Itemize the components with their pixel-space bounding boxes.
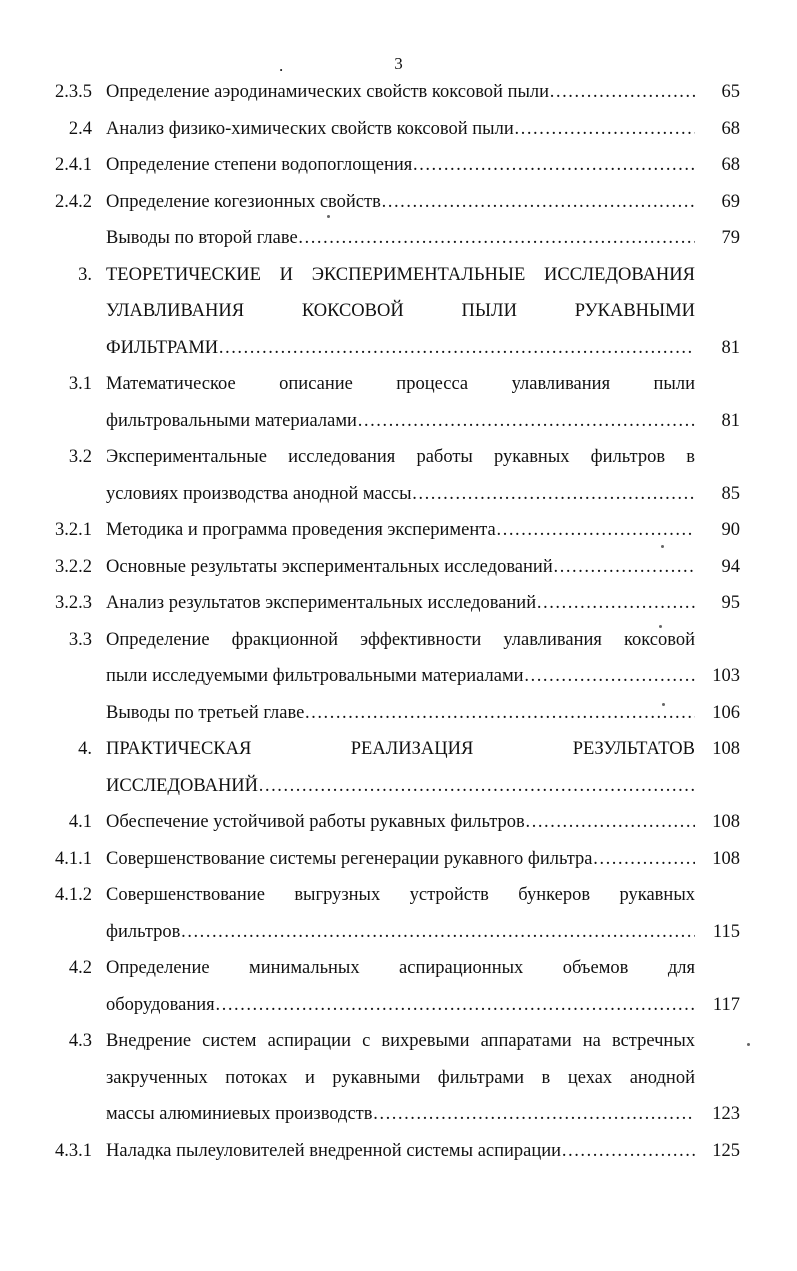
entry-number: 4.2 bbox=[68, 958, 92, 978]
entry-title: Выводы по третьей главе ……………………………………………………………………………………………………………………………………………………………………………………………… bbox=[106, 695, 695, 732]
toc-entry-4-3 bbox=[0, 1023, 797, 1133]
entry-page: 65 bbox=[721, 82, 740, 102]
toc-entry-4-1 bbox=[0, 804, 797, 841]
entry-page: 90 bbox=[721, 520, 740, 540]
entry-title-line-1: Внедрение систем аспирации с вихревыми аппаратами на встречных bbox=[106, 1031, 695, 1051]
scan-speck bbox=[327, 215, 330, 218]
entry-number: 2.4 bbox=[68, 118, 92, 139]
entry-number: 3.2.3 bbox=[55, 593, 92, 613]
entry-number: 4.1 bbox=[68, 812, 92, 832]
entry-title-line-2: закрученных потоках и рукавными фильтрами в цехах анодной bbox=[106, 1067, 695, 1088]
toc-entry-conclusions-chapter-3 bbox=[0, 695, 797, 732]
entry-title-line-1: Экспериментальные исследования работы рукавных фильтров в bbox=[106, 447, 695, 467]
scan-speck bbox=[661, 545, 664, 548]
entry-title: Основные результаты экспериментальных исследований ……………………………………………………………………………………………………………………………………………………………………………………………… bbox=[106, 549, 695, 586]
entry-page: 68 bbox=[721, 118, 740, 139]
entry-title-line-1: Определение минимальных аспирационных объемов для bbox=[106, 958, 695, 978]
entry-number: 3.3 bbox=[68, 629, 92, 650]
page-number: 3 bbox=[394, 54, 403, 73]
toc-entry-chapter-3 bbox=[0, 257, 797, 367]
entry-title: Совершенствование системы регенерации рукавного фильтра ……………………………………………………………………………………………………………………………………………………………………………………………… bbox=[106, 841, 695, 878]
entry-title: Определение когезионных свойств ……………………………………………………………………………………………………………………………………………………………………………………………… bbox=[106, 184, 695, 221]
entry-title-line-1: Совершенствование выгрузных устройств бункеров рукавных bbox=[106, 885, 695, 905]
entry-title-line-2: УЛАВЛИВАНИЯ КОКСОВОЙ ПЫЛИ РУКАВНЫМИ bbox=[106, 301, 695, 321]
entry-page: 125 bbox=[712, 1140, 740, 1161]
toc-entry-2-3-5 bbox=[0, 74, 797, 111]
entry-title-line-1: Математическое описание процесса улавливания пыли bbox=[106, 374, 695, 394]
entry-number: 3.1 bbox=[68, 374, 92, 394]
entry-title: Обеспечение устойчивой работы рукавных фильтров ……………………………………………………………………………………………………………………………………………………………………………………………… bbox=[106, 804, 695, 841]
toc-entry-3-2 bbox=[0, 439, 797, 512]
entry-title: Определение аэродинамических свойств коксовой пыли ……………………………………………………………………………………………………………………………………………………………………………………………… bbox=[106, 74, 695, 111]
toc-entry-chapter-4 bbox=[0, 731, 797, 804]
entry-title-line-1: ТЕОРЕТИЧЕСКИЕ И ЭКСПЕРИМЕНТАЛЬНЫЕ ИССЛЕДОВАНИЯ bbox=[106, 264, 695, 285]
entry-title: Определение степени водопоглощения ……………………………………………………………………………………………………………………………………………………………………………………………… bbox=[106, 147, 695, 184]
entry-number: 3.2 bbox=[68, 447, 92, 467]
toc-entry-2-4 bbox=[0, 111, 797, 148]
entry-page: 108 bbox=[712, 812, 740, 832]
entry-page: 79 bbox=[721, 228, 740, 248]
toc-entry-2-4-2 bbox=[0, 184, 797, 221]
entry-page: 94 bbox=[721, 556, 740, 577]
entry-page: 117 bbox=[712, 994, 740, 1015]
entry-number: 2.4.2 bbox=[55, 191, 92, 212]
entry-page: 68 bbox=[721, 155, 740, 175]
entry-title: Выводы по второй главе ……………………………………………………………………………………………………………………………………………………………………………………………… bbox=[106, 220, 695, 257]
entry-page: 81 bbox=[721, 337, 740, 358]
entry-page: 69 bbox=[721, 191, 740, 212]
toc-entry-3-1 bbox=[0, 366, 797, 439]
entry-page: 123 bbox=[712, 1104, 740, 1124]
entry-page: 103 bbox=[712, 666, 740, 686]
entry-title-line-2: фильтров ……………………………………………………………………………………………………………………………………………………………………………………………… bbox=[106, 914, 695, 951]
entry-page: 106 bbox=[712, 702, 740, 723]
entry-number: 4.3.1 bbox=[55, 1140, 92, 1161]
scan-speck bbox=[747, 1043, 750, 1046]
toc-entry-4-1-1 bbox=[0, 841, 797, 878]
toc-entry-conclusions-chapter-2 bbox=[0, 220, 797, 257]
entry-page: 95 bbox=[721, 593, 740, 613]
entry-title-line-1: ПРАКТИЧЕСКАЯ РЕАЛИЗАЦИЯ РЕЗУЛЬТАТОВ bbox=[106, 739, 695, 759]
entry-page: 85 bbox=[721, 483, 740, 504]
toc-entry-4-3-1 bbox=[0, 1133, 797, 1170]
entry-page: 108 bbox=[712, 739, 740, 759]
entry-number: 2.4.1 bbox=[55, 155, 92, 175]
toc-entry-4-2 bbox=[0, 950, 797, 1023]
table-of-contents bbox=[0, 74, 797, 1169]
entry-number: 4. bbox=[78, 739, 92, 759]
stray-dot-mark: . bbox=[279, 56, 284, 75]
entry-number: 4.3 bbox=[68, 1031, 92, 1051]
entry-number: 4.1.2 bbox=[55, 885, 92, 905]
entry-page: 81 bbox=[721, 410, 740, 431]
entry-title: Анализ физико-химических свойств коксовой пыли ……………………………………………………………………………………………………………………………………………………………………………………………… bbox=[106, 111, 695, 148]
entry-title: Наладка пылеуловителей внедренной системы аспирации ……………………………………………………………………………………………………………………………………………………………………………………………… bbox=[106, 1133, 695, 1170]
entry-page: 115 bbox=[712, 921, 740, 942]
entry-number: 3. bbox=[78, 264, 92, 285]
entry-number: 3.2.2 bbox=[55, 556, 92, 577]
entry-title-line-2: ИССЛЕДОВАНИЙ ……………………………………………………………………………………………………………………………………………………………………………………………… bbox=[106, 768, 695, 805]
entry-number: 3.2.1 bbox=[55, 520, 92, 540]
entry-title-line-1: Определение фракционной эффективности улавливания коксовой bbox=[106, 629, 695, 650]
scan-speck bbox=[662, 703, 665, 706]
toc-entry-3-3 bbox=[0, 622, 797, 695]
toc-entry-3-2-2 bbox=[0, 549, 797, 586]
entry-title-line-2: условиях производства анодной массы ……………………………………………………………………………………………………………………………………………………………………………………………… bbox=[106, 476, 695, 513]
entry-title-line-3: ФИЛЬТРАМИ ……………………………………………………………………………………………………………………………………………………………………………………………… bbox=[106, 330, 695, 367]
toc-entry-3-2-1 bbox=[0, 512, 797, 549]
entry-title-line-3: массы алюминиевых производств ……………………………………………………………………………………………………………………………………………………………………………………………… bbox=[106, 1096, 695, 1133]
toc-entry-2-4-1 bbox=[0, 147, 797, 184]
entry-number: 2.3.5 bbox=[55, 82, 92, 102]
toc-entry-4-1-2 bbox=[0, 877, 797, 950]
scan-speck bbox=[659, 625, 662, 628]
entry-title: Методика и программа проведения эксперимента ……………………………………………………………………………………………………………………………………………………………………………………………… bbox=[106, 512, 695, 549]
entry-title: Анализ результатов экспериментальных исследований ……………………………………………………………………………………………………………………………………………………………………………………………… bbox=[106, 585, 695, 622]
entry-page: 108 bbox=[712, 848, 740, 869]
entry-title-line-2: оборудования ……………………………………………………………………………………………………………………………………………………………………………………………… bbox=[106, 987, 695, 1024]
entry-title-line-2: фильтровальными материалами ……………………………………………………………………………………………………………………………………………………………………………………………… bbox=[106, 403, 695, 440]
toc-entry-3-2-3 bbox=[0, 585, 797, 622]
entry-number: 4.1.1 bbox=[55, 848, 92, 869]
entry-title-line-2: пыли исследуемыми фильтровальными материалами ……………………………………………………………………………………………………………………………………………………………………………………………… bbox=[106, 658, 695, 695]
